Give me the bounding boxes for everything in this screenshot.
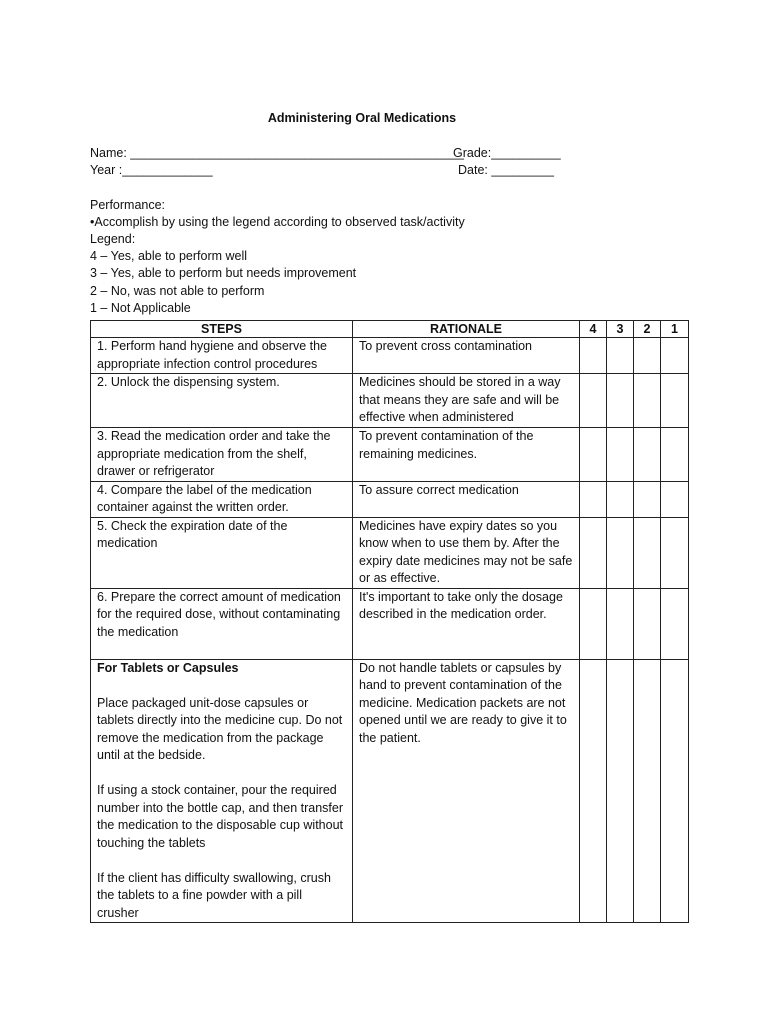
score-2-checkbox[interactable] <box>634 374 661 428</box>
rationale-cell: Do not handle tablets or capsules by hand to prevent contamination of the medicine. Medication packets are not opened until we are ready to give it to the patient. <box>353 659 580 923</box>
score-4-checkbox[interactable] <box>580 517 607 588</box>
step-cell <box>91 659 353 923</box>
score-4-header: 4 <box>580 321 607 338</box>
step-cell: 5. Check the expiration date of the medication <box>91 517 353 588</box>
date-field: Date: _________ <box>458 163 554 177</box>
score-3-checkbox[interactable] <box>607 374 634 428</box>
score-3-checkbox[interactable] <box>607 428 634 482</box>
rationale-cell: Medicines have expiry dates so you know when to use them by. After the expiry date medicines may not be safe or as effective. <box>353 517 580 588</box>
table-row <box>91 481 689 517</box>
score-3-checkbox[interactable] <box>607 517 634 588</box>
rationale-cell: To prevent contamination of the remaining medicines. <box>353 428 580 482</box>
name-field: Name: ________________________________________________ <box>90 146 464 160</box>
step-cell: 4. Compare the label of the medication container against the written order. <box>91 481 353 517</box>
score-4-checkbox[interactable] <box>580 659 607 923</box>
step-cell: 1. Perform hand hygiene and observe the appropriate infection control procedures <box>91 338 353 374</box>
grade-field: Grade:__________ <box>453 146 561 160</box>
performance-label: Performance: <box>90 198 166 212</box>
document-title: Administering Oral Medications <box>267 111 457 125</box>
rationale-cell: To prevent cross contamination <box>353 338 580 374</box>
score-2-checkbox[interactable] <box>634 517 661 588</box>
score-4-checkbox[interactable] <box>580 481 607 517</box>
score-3-header: 3 <box>607 321 634 338</box>
legend-label: Legend: <box>90 232 136 246</box>
table-row <box>91 517 689 588</box>
score-3-checkbox[interactable] <box>607 588 634 659</box>
step-cell: 2. Unlock the dispensing system. <box>91 374 353 428</box>
score-2-header: 2 <box>634 321 661 338</box>
legend-item: 4 – Yes, able to perform well <box>90 249 248 263</box>
rationale-cell: To assure correct medication <box>353 481 580 517</box>
score-1-checkbox[interactable] <box>661 338 689 374</box>
score-2-checkbox[interactable] <box>634 481 661 517</box>
performance-instruction: •Accomplish by using the legend according to observed task/activity <box>90 215 465 229</box>
step-paragraph: If using a stock container, pour the required number into the bottle cap, and then transfer the medication to the disposable cup without touching the tablets <box>97 783 343 850</box>
step-paragraph: Place packaged unit-dose capsules or tablets directly into the medicine cup. Do not remove the medication from the package until at the bedside. <box>97 695 343 762</box>
score-3-checkbox[interactable] <box>607 338 634 374</box>
score-4-checkbox[interactable] <box>580 588 607 659</box>
legend-item: 2 – No, was not able to perform <box>90 284 265 298</box>
score-1-header: 1 <box>661 321 689 338</box>
table-row <box>91 374 689 428</box>
score-1-checkbox[interactable] <box>661 374 689 428</box>
step-cell: 3. Read the medication order and take the appropriate medication from the shelf, drawer or refrigerator <box>91 428 353 482</box>
score-4-checkbox[interactable] <box>580 428 607 482</box>
rationale-header: RATIONALE <box>353 321 580 338</box>
table-row <box>91 659 689 923</box>
table-row <box>91 428 689 482</box>
steps-header: STEPS <box>91 321 353 338</box>
step-cell: 6. Prepare the correct amount of medication for the required dose, without contaminating the medication <box>91 588 353 659</box>
score-1-checkbox[interactable] <box>661 428 689 482</box>
rationale-cell: It's important to take only the dosage described in the medication order. <box>353 588 580 659</box>
legend-item: 3 – Yes, able to perform but needs improvement <box>90 266 357 280</box>
score-1-checkbox[interactable] <box>661 659 689 923</box>
score-2-checkbox[interactable] <box>634 588 661 659</box>
step-paragraph: If the client has difficulty swallowing, crush the tablets to a fine powder with a pill crusher <box>97 870 331 920</box>
step-subheading: For Tablets or Capsules <box>97 660 239 675</box>
score-3-checkbox[interactable] <box>607 481 634 517</box>
table-row <box>91 588 689 659</box>
rationale-cell: Medicines should be stored in a way that means they are safe and will be effective when administered <box>353 374 580 428</box>
table-row <box>91 338 689 374</box>
score-1-checkbox[interactable] <box>661 588 689 659</box>
score-2-checkbox[interactable] <box>634 659 661 923</box>
checklist-table <box>90 320 689 923</box>
legend-item: 1 – Not Applicable <box>90 301 191 315</box>
score-4-checkbox[interactable] <box>580 338 607 374</box>
score-4-checkbox[interactable] <box>580 374 607 428</box>
score-2-checkbox[interactable] <box>634 338 661 374</box>
score-3-checkbox[interactable] <box>607 659 634 923</box>
score-1-checkbox[interactable] <box>661 481 689 517</box>
score-1-checkbox[interactable] <box>661 517 689 588</box>
table-header-row <box>91 321 689 338</box>
year-field: Year :_____________ <box>90 163 213 177</box>
score-2-checkbox[interactable] <box>634 428 661 482</box>
